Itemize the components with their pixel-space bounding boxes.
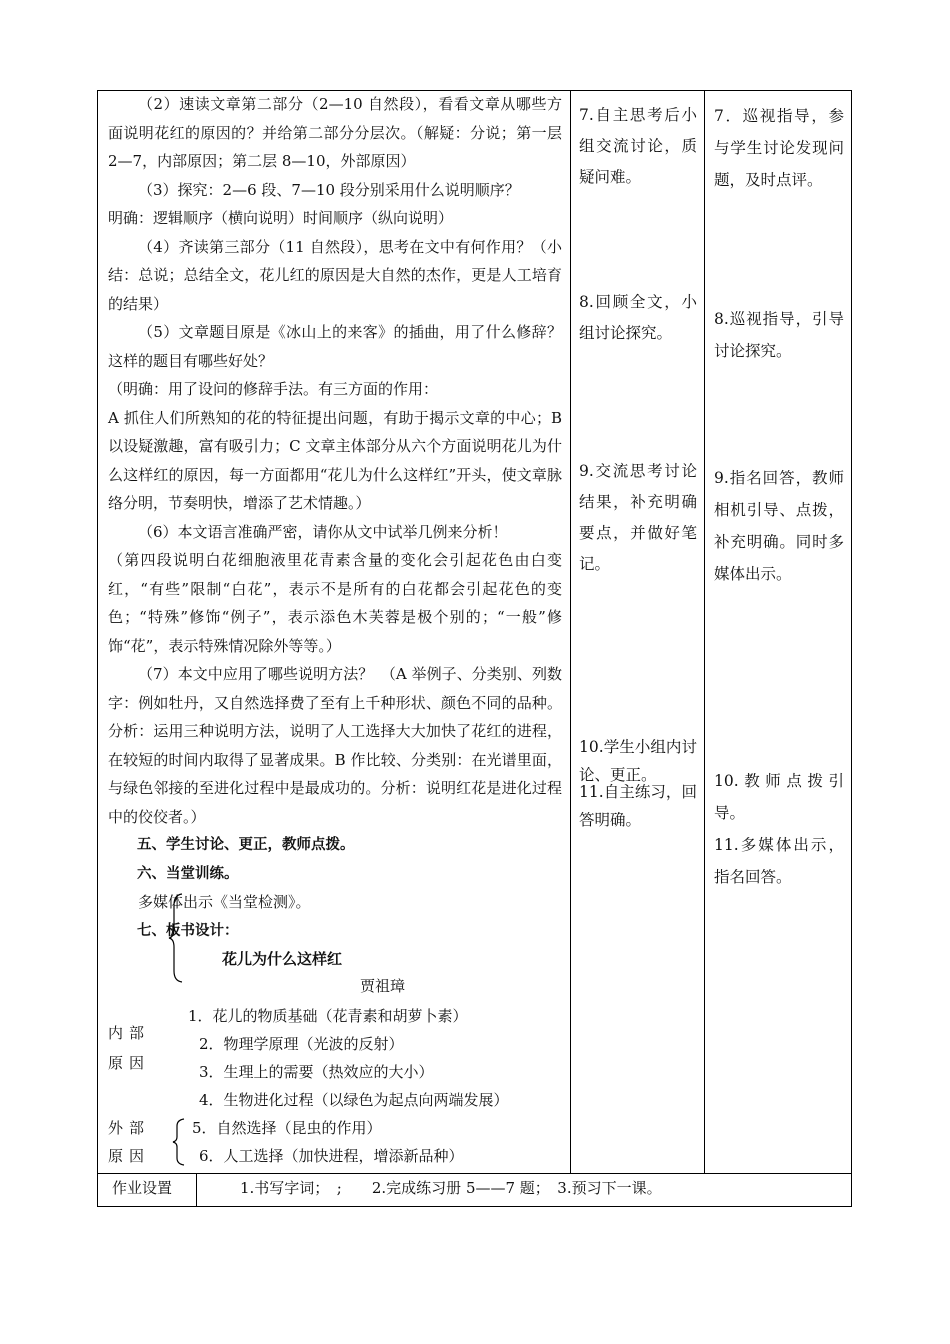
board-title: 花儿为什么这样红	[222, 950, 343, 968]
table-border-bottom	[97, 1206, 852, 1207]
teacher-step-7: 7．巡视指导，参与学生讨论发现问题，及时点评。	[714, 107, 844, 189]
paragraph-6-answer: （第四段说明白花细胞液里花青素含量的变化会引起花色由白变红，“有些”限制“白花”，表示不是所有的白花都会引起花色的变色；“特殊”修饰“例子”，表示添色木芙蓉是极个别的；“一般”修饰“花”，表示特殊情况除外等等。）	[108, 551, 562, 655]
board-brace-small-icon	[172, 1118, 186, 1166]
paragraph-2: （2）速读文章第二部分（2—10 自然段），看看文章从哪些方面说明花红的原因的？并给第二部分分层次。（解疑：分说；第一层 2—7，内部原因；第二层 8—10，外部原因）	[108, 95, 562, 170]
student-step-9: 9.交流思考讨论结果，补充明确要点，并做好笔记。	[579, 462, 697, 573]
board-brace-large-icon	[168, 893, 184, 983]
paragraph-7: （7）本文中应用了哪些说明方法？ （A 举例子、分类别、列数字：例如牡丹，又自然选择费了至有上千种形状、颜色不同的品种。分析：运用三种说明方法，说明了人工选择大大加快了花红的进程，在较短的时间内取得了显著成果。B 作比较、分类别：在光谱里面，与绿色邻接的至进化过程中是最成功的。分析：说明红花是进化过程中的佼佼者。）	[108, 665, 562, 826]
board-author: 贾祖璋	[360, 977, 406, 995]
table-border-left	[97, 90, 98, 1207]
teacher-step-9: 9.指名回答，教师相机引导、点拨，补充明确。同时多媒体出示。	[714, 469, 844, 583]
student-step-11: 11.自主练习，回答明确。	[579, 783, 697, 829]
paragraph-6: （6）本文语言准确严密，请你从文中试举几例来分析！	[138, 522, 508, 541]
student-step-7: 7.自主思考后小组交流讨论，质疑问难。	[579, 106, 697, 186]
student-step-10: 10.学生小组内讨论、更正。	[579, 738, 697, 784]
paragraph-5-detail: A 抓住人们所熟知的花的特征提出问题，有助于揭示文章的中心；B 以设疑激趣，富有吸引力；C 文章主体部分从六个方面说明花儿为什么这样红的原因，每一方面都用“花儿为什么这样红”开头，使文章脉络分明，节奏明快，增添了艺术情趣。）	[108, 408, 562, 512]
paragraph-3: （3）探究：2—6 段、7—10 段分别采用什么说明顺序？	[138, 180, 520, 199]
paragraph-3-answer: 明确：逻辑顺序（横向说明）时间顺序（纵向说明）	[108, 209, 454, 227]
main-content	[108, 90, 562, 945]
teacher-step-11: 11.多媒体出示，指名回答。	[714, 836, 844, 886]
section-6-heading: 六、当堂训练。	[137, 865, 239, 882]
paragraph-5-answer: （明确：用了设问的修辞手法。有三方面的作用：	[108, 380, 439, 398]
board-inner-label: 内部原因	[108, 1024, 151, 1072]
homework-label-divider	[196, 1173, 197, 1207]
board-outer-item-6: 6．人工选择（加快进程，增添新品种）	[199, 1147, 464, 1165]
table-col-divider-1	[570, 90, 571, 1174]
teacher-step-8: 8.巡视指导，引导讨论探究。	[714, 310, 844, 360]
board-outer-item-5: 5．自然选择（昆虫的作用）	[192, 1119, 382, 1137]
board-outer-label: 外部原因	[108, 1119, 151, 1165]
section-7-heading: 七、板书设计：	[137, 922, 239, 939]
homework-label: 作业设置	[112, 1179, 173, 1197]
table-col-divider-2	[704, 90, 705, 1174]
table-divider-homework	[97, 1173, 852, 1174]
paragraph-5: （5）文章题目原是《冰山上的来客》的插曲，用了什么修辞？这样的题目有哪些好处？	[108, 323, 562, 370]
teacher-step-10: 10.教师点拨引导。	[714, 772, 844, 822]
paragraph-4: （4）齐读第三部分（11 自然段），思考在文中有何作用？（小结：总说；总结全文，花儿红的原因是大自然的杰作，更是人工培育的结果）	[108, 237, 562, 313]
board-inner-item-4: 4．生物进化过程（以绿色为起点向两端发展）	[199, 1091, 509, 1109]
board-inner-item-1: 1．花儿的物质基础（花青素和胡萝卜素）	[188, 1007, 468, 1025]
table-border-right	[851, 90, 852, 1207]
section-6-text: 多媒体出示《当堂检测》。	[138, 893, 311, 911]
board-inner-item-3: 3．生理上的需要（热效应的大小）	[199, 1063, 434, 1081]
board-inner-item-2: 2．物理学原理（光波的反射）	[199, 1035, 404, 1053]
student-step-8: 8.回顾全文，小组讨论探究。	[579, 293, 697, 342]
section-5-heading: 五、学生讨论、更正，教师点拨。	[137, 837, 355, 853]
homework-content: 1.书写字词； ; 2.完成练习册 5——7 题； 3.预习下一课。	[240, 1179, 662, 1197]
